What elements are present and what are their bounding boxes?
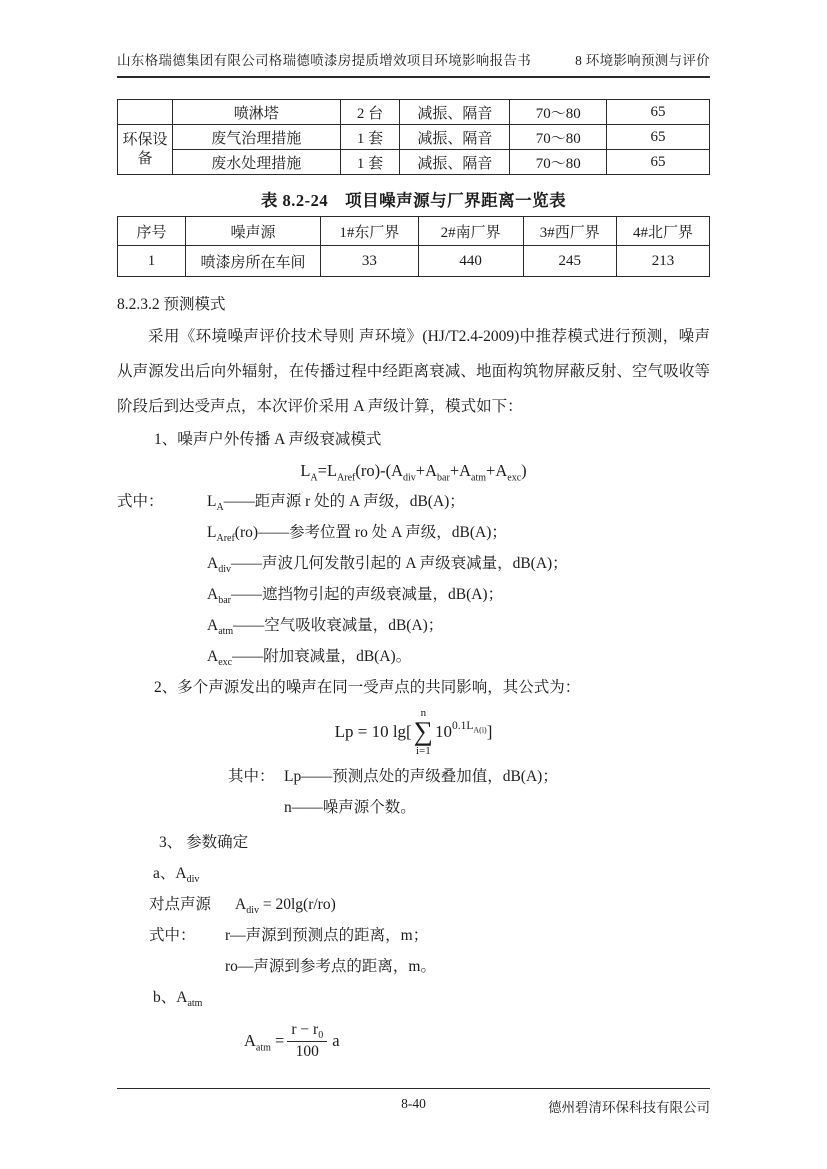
column-header: 序号 <box>118 217 186 246</box>
definition-row <box>117 761 710 792</box>
definition-label <box>117 610 207 641</box>
column-header: 2#南厂界 <box>418 217 523 246</box>
formula-suffix: ] <box>486 722 493 741</box>
definition-label: 式中： <box>149 927 196 944</box>
sub-item-b: b、$A_{atm}$ <box>153 989 203 1010</box>
definition-label <box>117 579 207 610</box>
sub-item-a: a、$A_{div}$ <box>153 865 200 886</box>
table-cell: 33 <box>321 246 419 277</box>
table-row <box>118 125 710 150</box>
table-cell: 70～80 <box>510 100 606 125</box>
page-content <box>117 0 710 1063</box>
definition-label <box>117 517 207 548</box>
definition-text: ro—声源到参考点的距离，m。 <box>225 958 436 975</box>
column-header: 3#西厂界 <box>523 217 617 246</box>
definition-text: $A_{atm}——$空气吸收衰减量，dB(A)； <box>207 617 444 638</box>
definition-text: $A_{div}——$声波几何发散引起的 A 声级衰减量，dB(A)； <box>207 555 568 576</box>
definition-row <box>117 920 710 951</box>
table-cell: 喷漆房所在车间 <box>186 246 321 277</box>
definition-text: r—声源到预测点的距离，m； <box>225 927 429 944</box>
formula-adiv: $A_{div} = 20\lg(r/ro)$ <box>235 896 336 917</box>
equipment-noise-table <box>117 99 710 175</box>
page-footer <box>117 1088 710 1116</box>
point-source-line <box>117 889 710 920</box>
table-cell-empty <box>118 100 173 125</box>
table-cell: 1 <box>118 246 186 277</box>
table-cell: 减振、隔音 <box>400 125 510 150</box>
table-cell: 1 套 <box>340 150 400 175</box>
power-exponent: 0.1LA(i) <box>451 720 487 735</box>
table-cell: 65 <box>606 100 709 125</box>
column-header: 噪声源 <box>186 217 321 246</box>
table-cell: 废气治理措施 <box>173 125 341 150</box>
section-heading: 8.2.3.2 预测模式 <box>117 296 226 313</box>
column-header: 1#东厂界 <box>321 217 419 246</box>
definition-row <box>117 641 710 672</box>
formula-prefix: Lp = 10 lg[ <box>334 722 412 741</box>
definition-label <box>228 792 284 823</box>
page-number: 8-40 <box>401 1096 426 1111</box>
formula-power-term <box>435 722 487 742</box>
formula-la-attenuation: $L_A=L_{Aref}(ro)-(A_{div}+A_{bar}+A_{atm}+A_{exc})$ <box>300 461 527 484</box>
formula-aatm <box>117 1019 710 1063</box>
formula-rhs: a <box>332 1031 340 1050</box>
page-header <box>117 0 710 78</box>
definition-text: Lp——预测点处的声级叠加值，dB(A)； <box>284 768 558 785</box>
table-cell: 65 <box>606 150 709 175</box>
definition-label: 其中： <box>228 768 275 785</box>
header-report-title: 山东格瑞德集团有限公司格瑞德喷漆房提质增效项目环境影响报告书 <box>117 53 531 68</box>
list-item-1: 1、噪声户外传播 A 声级衰减模式 <box>154 431 382 448</box>
definition-row <box>117 579 710 610</box>
definition-label <box>149 951 225 982</box>
power-base: 10 <box>434 722 452 741</box>
table-cell: 65 <box>606 125 709 150</box>
column-header: 4#北厂界 <box>617 217 710 246</box>
table-cell: 减振、隔音 <box>400 100 510 125</box>
table-cell: 245 <box>523 246 617 277</box>
definition-label: 式中： <box>117 493 164 510</box>
sigma-upper-limit: n <box>420 707 427 720</box>
definition-text: $L_A——$距声源 r 处的 A 声级，dB(A)； <box>207 493 465 514</box>
definition-row <box>117 951 710 982</box>
table-cell: 喷淋塔 <box>173 100 341 125</box>
definition-text: $A_{bar}——$遮挡物引起的声级衰减量，dB(A)； <box>207 586 504 607</box>
table-cell: 废水处理措施 <box>173 150 341 175</box>
header-chapter-title: 8 环境影响预测与评价 <box>575 53 710 68</box>
definition-row <box>117 548 710 579</box>
definition-row <box>117 517 710 548</box>
definition-label <box>117 641 207 672</box>
table-title: 表 8.2-24 项目噪声源与厂界距离一览表 <box>260 191 567 210</box>
table-row <box>118 246 710 277</box>
table-row <box>118 150 710 175</box>
sigma-lower-limit: i=1 <box>415 744 431 757</box>
fraction <box>287 1021 327 1061</box>
table-cell: 1 套 <box>340 125 400 150</box>
noise-source-distance-table <box>117 216 710 277</box>
definition-row <box>117 610 710 641</box>
table-cell: 440 <box>418 246 523 277</box>
formula-lhs: $A_{atm}$ = <box>244 1031 285 1054</box>
list-item-3: 3、 参数确定 <box>159 834 249 851</box>
section-paragraph: 采用《环境噪声评价技术导则 声环境》(HJ/T2.4-2009)中推荐模式进行预测，噪声从声源发出后向外辐射，在传播过程中经距离衰减、地面构筑物屏蔽反射、空气吸收等阶段后到达受声点，本次评价采用 A 声级计算，模式如下： <box>117 328 710 415</box>
list-item-2: 2、多个声源发出的噪声在同一受声点的共同影响，其公式为： <box>154 679 581 696</box>
table-cell: 70～80 <box>510 150 606 175</box>
definition-text: $L_{Aref}(ro)——$参考位置 ro 处 A 声级，dB(A)； <box>207 524 507 545</box>
footer-company-name: 德州碧清环保科技有限公司 <box>548 1100 710 1115</box>
table-row <box>118 100 710 125</box>
sigma-operator <box>414 707 433 757</box>
formula-lp-superposition <box>117 707 710 757</box>
definition-row <box>117 486 710 517</box>
fraction-denominator: 100 <box>295 1042 319 1060</box>
table-cell: 2 台 <box>340 100 400 125</box>
table-cell: 70～80 <box>510 125 606 150</box>
table-cell-group-label: 环保设备 <box>118 125 173 175</box>
table-cell: 减振、隔音 <box>400 150 510 175</box>
definition-row <box>117 792 710 823</box>
table-cell: 213 <box>617 246 710 277</box>
definition-text: n——噪声源个数。 <box>284 799 416 816</box>
point-source-label: 对点声源 <box>149 896 212 913</box>
fraction-numerator: $r - r_0$ <box>287 1021 327 1042</box>
table-header-row <box>118 217 710 246</box>
sigma-icon: ∑ <box>413 716 433 747</box>
definition-label <box>117 548 207 579</box>
definition-text: $A_{exc}——$附加衰减量，dB(A)。 <box>207 648 412 669</box>
